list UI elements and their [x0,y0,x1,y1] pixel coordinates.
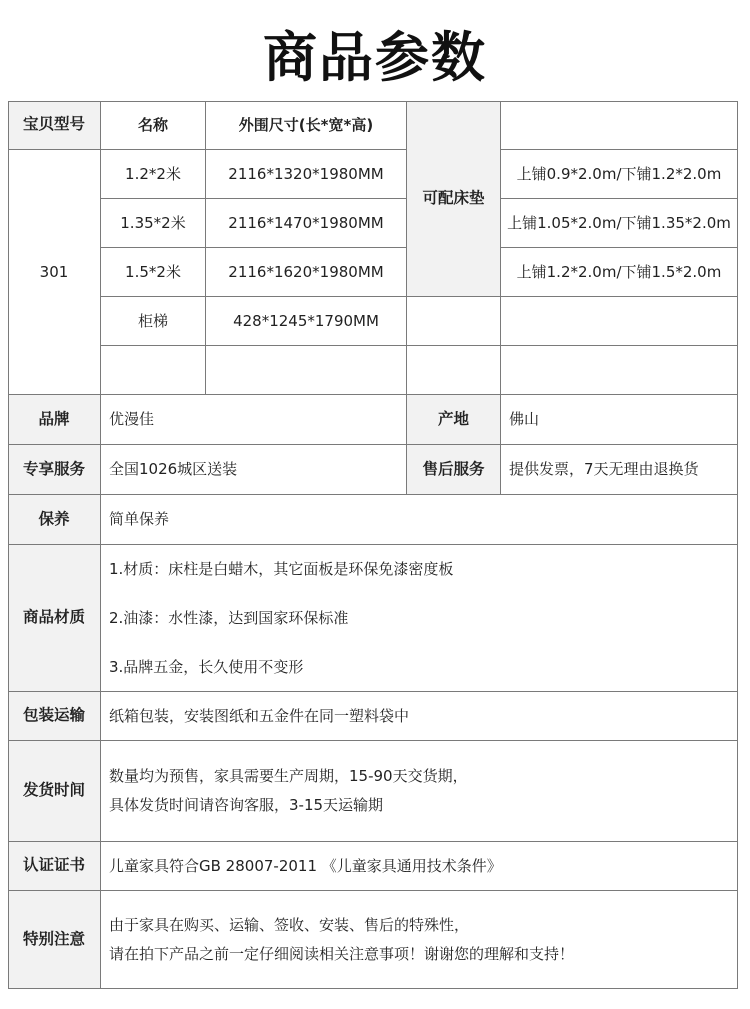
params-table [8,101,738,989]
after-sales-value: 提供发票，7天无理由退换货 [501,445,738,495]
notice-line: 请在拍下产品之前一定仔细阅读相关注意事项！谢谢您的理解和支持！ [109,944,575,963]
material-line: 2.油漆：水性漆，达到国家环保标准 [109,608,349,627]
brand-value: 优漫佳 [101,395,407,445]
maintenance-label: 保养 [8,495,101,545]
size-dimensions: 2116*1620*1980MM [206,248,407,297]
size-dimensions: 428*1245*1790MM [206,297,407,346]
mattress-label: 可配床垫 [407,101,501,297]
material-label: 商品材质 [8,545,101,692]
model-label: 宝贝型号 [8,101,101,150]
model-value: 301 [8,150,101,395]
delivery-line: 具体发货时间请咨询客服，3-15天运输期 [109,796,384,814]
empty-cell [101,346,206,395]
mattress-header-empty [501,101,738,150]
origin-label: 产地 [407,395,501,445]
empty-cell [501,346,738,395]
notice-value [101,891,738,989]
size-dimensions: 2116*1320*1980MM [206,150,407,199]
size-name: 1.5*2米 [101,248,206,297]
packaging-label: 包装运输 [8,692,101,741]
certification-label: 认证证书 [8,842,101,891]
size-name: 1.35*2米 [101,199,206,248]
size-name: 柜梯 [101,297,206,346]
service-value: 全国1026城区送装 [101,445,407,495]
packaging-value: 纸箱包装，安装图纸和五金件在同一塑料袋中 [101,692,738,741]
mattress-size: 上铺1.05*2.0m/下铺1.35*2.0m [501,199,738,248]
delivery-label: 发货时间 [8,741,101,842]
service-label: 专享服务 [8,445,101,495]
mattress-size: 上铺0.9*2.0m/下铺1.2*2.0m [501,150,738,199]
after-sales-label: 售后服务 [407,445,501,495]
delivery-line: 数量均为预售，家具需要生产周期，15-90天交货期， [109,767,468,785]
material-value [101,545,738,692]
empty-cell [407,297,501,346]
notice-label: 特别注意 [8,891,101,989]
material-line: 3.品牌五金，长久使用不变形 [109,657,304,676]
origin-value: 佛山 [501,395,738,445]
mattress-size [501,297,738,346]
page-title: 商品参数 [263,26,487,89]
empty-cell [206,346,407,395]
mattress-size: 上铺1.2*2.0m/下铺1.5*2.0m [501,248,738,297]
brand-label: 品牌 [8,395,101,445]
size-header: 外围尺寸(长*宽*高) [206,101,407,150]
name-header: 名称 [101,101,206,150]
maintenance-value: 简单保养 [101,495,738,545]
material-line: 1.材质：床柱是白蜡木，其它面板是环保免漆密度板 [109,559,454,578]
notice-line: 由于家具在购买、运输、签收、安装、售后的特殊性， [109,915,470,934]
size-dimensions: 2116*1470*1980MM [206,199,407,248]
empty-cell [407,346,501,395]
certification-value: 儿童家具符合GB 28007-2011 《儿童家具通用技术条件》 [101,842,738,891]
delivery-value [101,741,738,842]
size-name: 1.2*2米 [101,150,206,199]
